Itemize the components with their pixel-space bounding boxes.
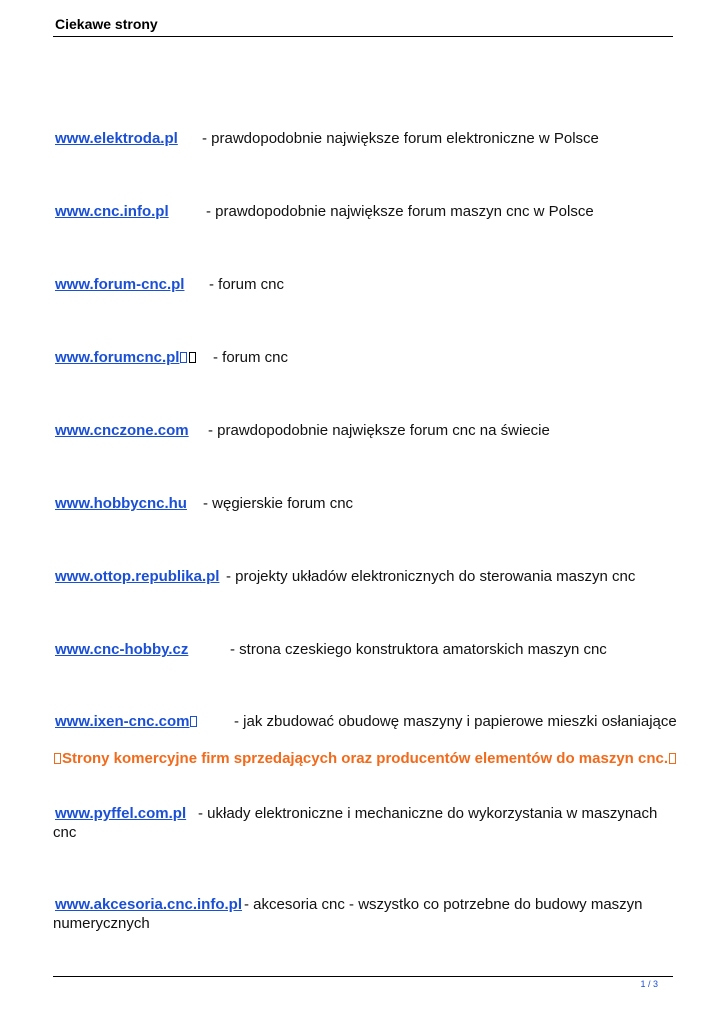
link-elektroda[interactable]: www.elektroda.pl <box>55 130 178 147</box>
link-cnc-info[interactable]: www.cnc.info.pl <box>55 203 169 220</box>
missing-glyph-icon <box>180 352 187 363</box>
link-ixen-cnc[interactable]: www.ixen-cnc.com <box>55 712 198 731</box>
link-description: - strona czeskiego konstruktora amatorskich maszyn cnc <box>230 641 607 658</box>
page-footer <box>53 976 673 989</box>
link-hobbycnc[interactable]: www.hobbycnc.hu <box>55 495 187 512</box>
link-description: - prawdopodobnie największe forum maszyn cnc w Polsce <box>206 203 594 220</box>
link-description: - węgierskie forum cnc <box>203 495 354 512</box>
link-ottop[interactable]: www.ottop.republika.pl <box>55 568 220 585</box>
link-description: - prawdopodobnie największe forum cnc na świecie <box>208 422 550 439</box>
page-title: Ciekawe strony <box>55 16 158 32</box>
page-number: 1 / 3 <box>640 979 658 989</box>
missing-glyph-icon <box>54 753 61 764</box>
link-description: - projekty układów elektronicznych do sterowania maszyn cnc <box>226 568 636 585</box>
link-forumcnc[interactable]: www.forumcnc.pl <box>55 348 188 367</box>
link-cnc-hobby[interactable]: www.cnc-hobby.cz <box>55 641 189 658</box>
link-description-continuation: cnc <box>53 824 77 841</box>
section-heading: Strony komercyjne firm sprzedających oraz producentów elementów do maszyn cnc. <box>53 749 677 768</box>
link-cnczone[interactable]: www.cnczone.com <box>55 422 189 439</box>
link-description: - prawdopodobnie największe forum elektroniczne w Polsce <box>202 130 599 147</box>
link-description: - układy elektroniczne i mechaniczne do wykorzystania w maszynach <box>198 805 658 822</box>
link-pyffel[interactable]: www.pyffel.com.pl <box>55 805 187 822</box>
link-description: - jak zbudować obudowę maszyny i papierowe mieszki osłaniające <box>234 713 677 730</box>
link-description: - forum cnc <box>209 276 285 293</box>
link-description: - forum cnc <box>213 349 289 366</box>
link-description-continuation: numerycznych <box>53 915 150 932</box>
link-description: - akcesoria cnc - wszystko co potrzebne do budowy maszyn <box>244 896 643 913</box>
link-akcesoria[interactable]: www.akcesoria.cnc.info.pl <box>55 896 243 913</box>
missing-glyph-icon <box>189 352 196 363</box>
missing-glyph-icon <box>669 753 676 764</box>
link-forum-cnc[interactable]: www.forum-cnc.pl <box>55 276 185 293</box>
missing-glyph-icon <box>190 716 197 727</box>
page-header <box>53 14 673 37</box>
